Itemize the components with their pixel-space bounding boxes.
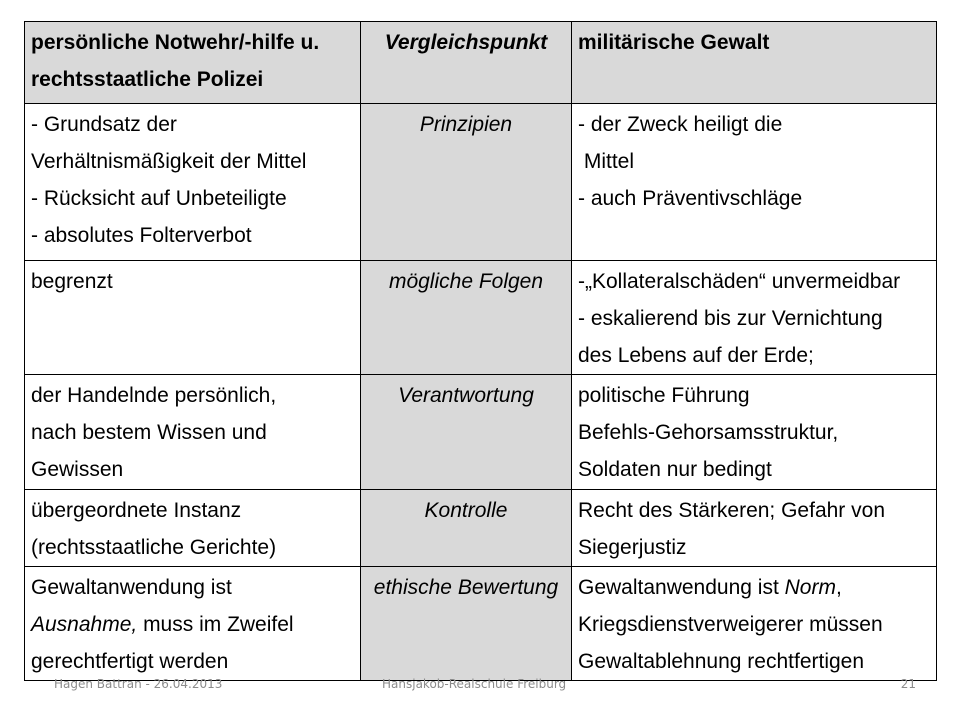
cell-line: Mittel <box>578 150 635 173</box>
emphasis-text: Ausnahme, <box>31 613 138 636</box>
cell-line <box>31 606 354 643</box>
row-left-cell <box>25 490 361 567</box>
cell-line: (rechtsstaatliche Gerichte) <box>31 536 277 559</box>
row-right-cell <box>572 104 937 261</box>
cell-line: - auch Präventivschläge <box>578 187 803 210</box>
row-mid-cell <box>361 567 572 681</box>
comparison-point-label: Kontrolle <box>424 499 508 522</box>
cell-text: , <box>835 576 842 599</box>
cell-line: Gewaltanwendung ist <box>31 576 232 599</box>
table-row <box>25 375 937 490</box>
header-left-line: rechtsstaatliche Polizei <box>31 68 264 91</box>
cell-line: übergeordnete Instanz <box>31 499 242 522</box>
row-left-cell <box>25 375 361 490</box>
cell-line: der Handelnde persönlich, <box>31 384 277 407</box>
cell-line: Gewaltablehnung rechtfertigen <box>578 650 865 673</box>
table-row <box>25 261 937 375</box>
row-right-cell <box>572 261 937 375</box>
cell-line: gerechtfertigt werden <box>31 650 229 673</box>
cell-line: des Lebens auf der Erde; <box>578 344 814 367</box>
comparison-point-label: Verantwortung <box>398 384 534 407</box>
row-mid-cell <box>361 375 572 490</box>
row-left-cell <box>25 104 361 261</box>
header-cell-left <box>25 22 361 104</box>
cell-line: begrenzt <box>31 270 113 293</box>
emphasis-text: Norm <box>784 576 836 599</box>
cell-line: politische Führung <box>578 384 750 407</box>
cell-line: Verhältnismäßigkeit der Mittel <box>31 150 307 173</box>
cell-line <box>578 569 930 606</box>
cell-line: Kriegsdienstverweigerer müssen <box>578 613 883 636</box>
header-right-label: militärische Gewalt <box>578 31 770 54</box>
header-cell-mid <box>361 22 572 104</box>
cell-text: muss im Zweifel <box>137 613 294 636</box>
header-mid-label: Vergleichspunkt <box>384 31 548 54</box>
footer-author-date: Hagen Battran - 26.04.2013 <box>54 677 223 691</box>
row-mid-cell <box>361 261 572 375</box>
table-row <box>25 567 937 681</box>
table-row <box>25 490 937 567</box>
row-mid-cell <box>361 104 572 261</box>
cell-line: Recht des Stärkeren; Gefahr von <box>578 499 885 522</box>
cell-line: - eskalierend bis zur Vernichtung <box>578 307 883 330</box>
cell-line: Siegerjustiz <box>578 536 687 559</box>
row-left-cell <box>25 567 361 681</box>
slide-footer <box>24 677 936 695</box>
row-right-cell <box>572 375 937 490</box>
comparison-point-label: Prinzipien <box>419 113 513 136</box>
cell-line: - absolutes Folterverbot <box>31 224 252 247</box>
table-header-row <box>25 22 937 104</box>
comparison-table <box>24 21 937 681</box>
header-cell-right <box>572 22 937 104</box>
row-left-cell <box>25 261 361 375</box>
row-mid-cell <box>361 490 572 567</box>
comparison-point-label: mögliche Folgen <box>388 270 544 293</box>
cell-line: - der Zweck heiligt die <box>578 113 783 136</box>
cell-text: Gewaltanwendung ist <box>578 576 785 599</box>
row-right-cell <box>572 490 937 567</box>
header-left-line: persönliche Notwehr/-hilfe u. <box>31 31 320 54</box>
cell-line: Befehls-Gehorsamsstruktur, <box>578 421 839 444</box>
footer-page-number: 21 <box>900 677 916 691</box>
row-right-cell <box>572 567 937 681</box>
comparison-point-label: ethische Bewertung <box>373 576 559 599</box>
cell-line: -„Kollateralschäden“ unvermeidbar <box>578 270 901 293</box>
cell-line: - Rücksicht auf Unbeteiligte <box>31 187 287 210</box>
cell-line: Soldaten nur bedingt <box>578 458 772 481</box>
cell-line: nach bestem Wissen und <box>31 421 267 444</box>
table-row <box>25 104 937 261</box>
footer-school: Hansjakob-Realschule Freiburg <box>382 677 567 691</box>
cell-line: - Grundsatz der <box>31 113 177 136</box>
cell-line: Gewissen <box>31 458 124 481</box>
